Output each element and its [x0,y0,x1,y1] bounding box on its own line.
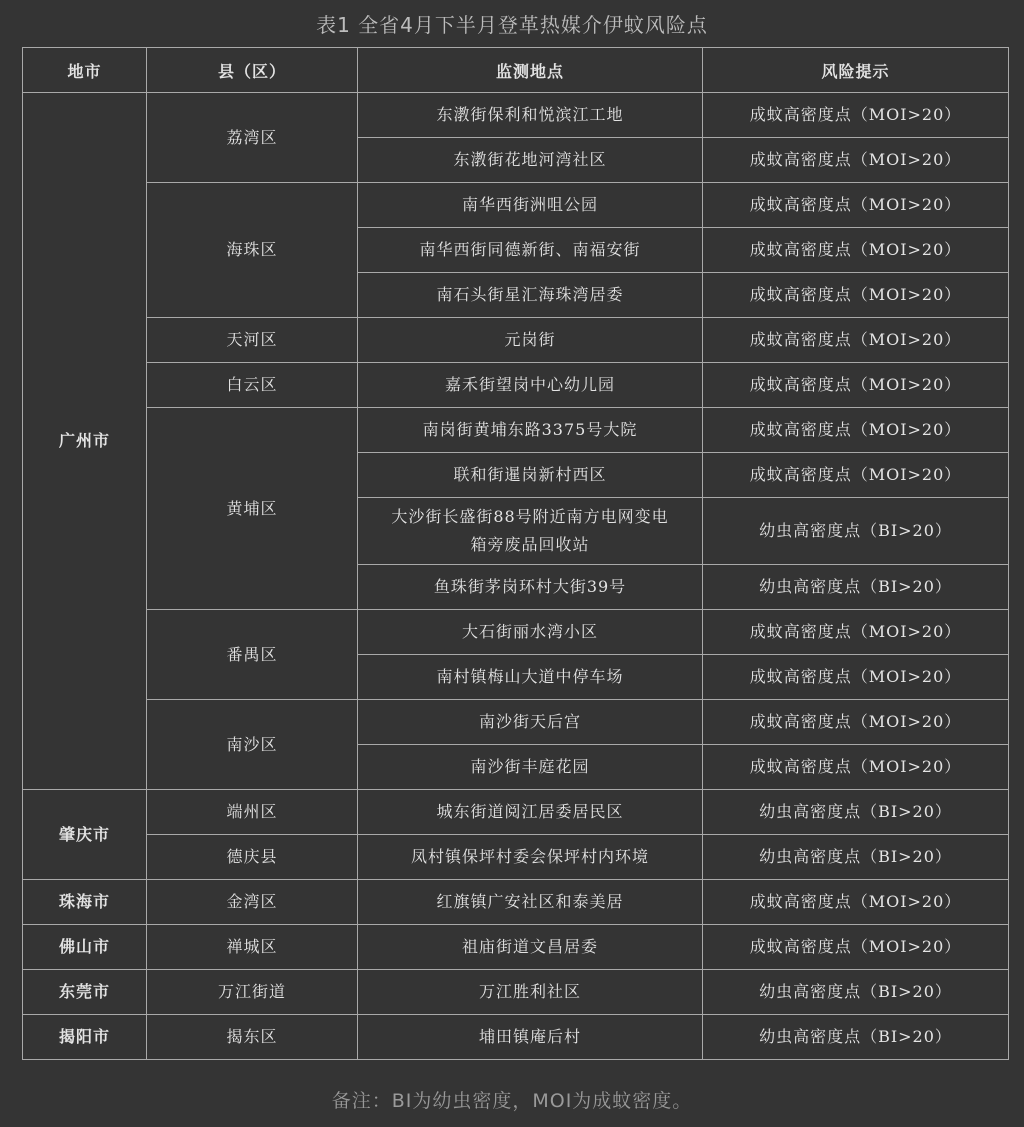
footnote: 备注：BI为幼虫密度，MOI为成蚊密度。 [331,1090,693,1112]
site-cell: 东漖街保利和悦滨江工地 [358,93,703,138]
risk-cell: 成蚊高密度点（MOI>20） [703,408,1009,453]
header-site: 监测地点 [358,48,703,93]
site-cell: 南沙街丰庭花园 [358,745,703,790]
header-district: 县（区） [147,48,358,93]
risk-cell: 成蚊高密度点（MOI>20） [703,880,1009,925]
district-cell: 揭东区 [147,1015,358,1060]
risk-cell: 幼虫高密度点（BI>20） [703,1015,1009,1060]
city-cell: 珠海市 [23,880,147,925]
risk-cell: 成蚊高密度点（MOI>20） [703,453,1009,498]
district-cell: 荔湾区 [147,93,358,183]
site-cell: 东漖街花地河湾社区 [358,138,703,183]
table-row [23,610,1009,655]
district-cell: 白云区 [147,363,358,408]
site-cell: 南岗街黄埔东路3375号大院 [358,408,703,453]
table-row [23,93,1009,138]
site-cell: 大沙街长盛街88号附近南方电网变电箱旁废品回收站 [358,498,703,565]
risk-cell: 成蚊高密度点（MOI>20） [703,273,1009,318]
city-cell: 东莞市 [23,970,147,1015]
site-cell: 埔田镇庵后村 [358,1015,703,1060]
district-cell: 金湾区 [147,880,358,925]
district-cell: 万江街道 [147,970,358,1015]
site-cell: 城东街道阅江居委居民区 [358,790,703,835]
risk-cell: 成蚊高密度点（MOI>20） [703,318,1009,363]
site-cell: 凤村镇保坪村委会保坪村内环境 [358,835,703,880]
site-cell: 鱼珠街茅岗环村大街39号 [358,565,703,610]
table-header [23,48,1009,93]
table-row [23,408,1009,453]
risk-cell: 幼虫高密度点（BI>20） [703,565,1009,610]
table-body [23,93,1009,1060]
district-cell: 番禺区 [147,610,358,700]
site-cell: 联和街暹岗新村西区 [358,453,703,498]
risk-cell: 幼虫高密度点（BI>20） [703,970,1009,1015]
table-row [23,363,1009,408]
risk-cell: 成蚊高密度点（MOI>20） [703,655,1009,700]
table-title: 表1 全省4月下半月登革热媒介伊蚊风险点 [316,13,708,37]
site-cell: 祖庙街道文昌居委 [358,925,703,970]
table-row [23,880,1009,925]
risk-points-table [22,47,1009,1060]
district-cell: 海珠区 [147,183,358,318]
header-city: 地市 [23,48,147,93]
table-row [23,835,1009,880]
risk-cell: 幼虫高密度点（BI>20） [703,835,1009,880]
site-cell: 南华西街同德新街、南福安街 [358,228,703,273]
risk-cell: 成蚊高密度点（MOI>20） [703,610,1009,655]
district-cell: 禅城区 [147,925,358,970]
district-cell: 黄埔区 [147,408,358,610]
city-cell: 揭阳市 [23,1015,147,1060]
site-cell: 南石头街星汇海珠湾居委 [358,273,703,318]
district-cell: 南沙区 [147,700,358,790]
site-cell: 大石街丽水湾小区 [358,610,703,655]
table-row [23,700,1009,745]
header-risk: 风险提示 [703,48,1009,93]
risk-cell: 成蚊高密度点（MOI>20） [703,183,1009,228]
district-cell: 端州区 [147,790,358,835]
table-row [23,1015,1009,1060]
table-row [23,183,1009,228]
city-cell: 肇庆市 [23,790,147,880]
table-row [23,790,1009,835]
site-cell: 红旗镇广安社区和泰美居 [358,880,703,925]
risk-cell: 成蚊高密度点（MOI>20） [703,700,1009,745]
district-cell: 天河区 [147,318,358,363]
risk-cell: 成蚊高密度点（MOI>20） [703,745,1009,790]
table-row [23,970,1009,1015]
site-cell: 嘉禾街望岗中心幼儿园 [358,363,703,408]
table-row [23,925,1009,970]
site-cell: 南沙街天后宫 [358,700,703,745]
risk-cell: 成蚊高密度点（MOI>20） [703,138,1009,183]
header-row [23,48,1009,93]
site-cell: 元岗街 [358,318,703,363]
risk-cell: 幼虫高密度点（BI>20） [703,790,1009,835]
site-cell: 万江胜利社区 [358,970,703,1015]
city-cell: 广州市 [23,93,147,790]
table-row [23,318,1009,363]
city-cell: 佛山市 [23,925,147,970]
site-cell: 南村镇梅山大道中停车场 [358,655,703,700]
site-cell: 南华西街洲咀公园 [358,183,703,228]
district-cell: 德庆县 [147,835,358,880]
risk-cell: 幼虫高密度点（BI>20） [703,498,1009,565]
risk-cell: 成蚊高密度点（MOI>20） [703,93,1009,138]
risk-cell: 成蚊高密度点（MOI>20） [703,363,1009,408]
risk-cell: 成蚊高密度点（MOI>20） [703,925,1009,970]
risk-cell: 成蚊高密度点（MOI>20） [703,228,1009,273]
